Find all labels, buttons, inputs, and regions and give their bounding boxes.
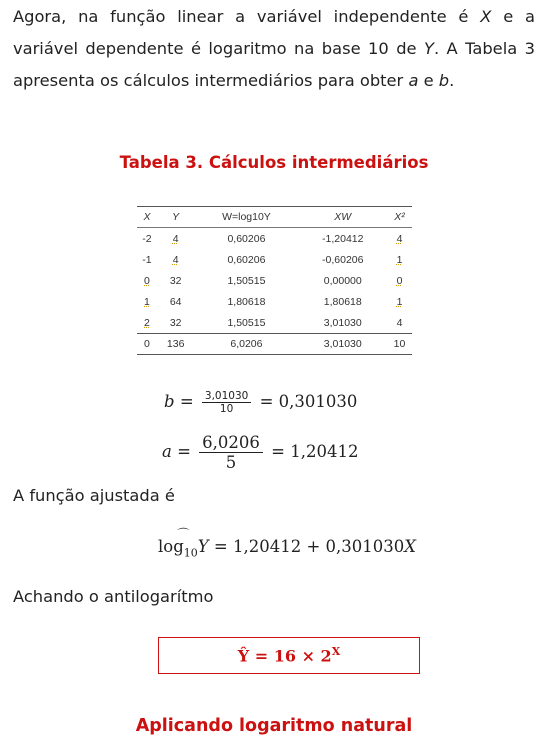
table-cell: 4 [172, 253, 179, 266]
fitted-label: A função ajustada é [13, 486, 175, 505]
section-title: Aplicando logaritmo natural [135, 716, 413, 736]
var-x: X [480, 7, 492, 26]
equation-b: b = $\frac{3,01030}{10}$ = 0,301030 [164, 390, 358, 415]
table-cell: 64 [169, 295, 182, 308]
table-cell: 3,01030 [299, 334, 388, 355]
intro-period: . [449, 71, 455, 90]
table-cell: 1,50515 [227, 274, 266, 287]
eq-a-lhs: a [162, 442, 172, 461]
header-xw: XW [299, 207, 388, 228]
eq-b-rhs: = 0,301030 [259, 392, 358, 411]
table-title: Tabela 3. Cálculos intermediários [119, 153, 429, 172]
table-cell: -0,60206 [322, 253, 364, 266]
header-x2: X² [387, 207, 412, 228]
fitted-equation: ⌒ $\log_{10}Y = 1,20412 + 0,301030X$ [158, 527, 417, 560]
eq-a-numerator: 6,0206 [199, 433, 263, 453]
var-y: Y [423, 39, 434, 58]
table-cell: 4 [396, 232, 403, 245]
table-cell: 32 [169, 316, 182, 329]
header-x: X [137, 207, 157, 228]
table-cell: 0 [144, 274, 150, 287]
intro-and: e [418, 71, 439, 90]
table-cell: -1,20412 [322, 232, 364, 245]
fitted-log: log [158, 537, 184, 556]
eq-a-rhs: = 1,20412 [271, 442, 359, 461]
header-w: W=log10Y [194, 207, 298, 228]
var-b: b [438, 71, 450, 90]
table-row [137, 228, 412, 250]
table-cell: 0,60206 [227, 232, 266, 245]
table-cell: 1,80618 [227, 295, 266, 308]
fitted-rhs: = 1,20412 + 0,301030 [208, 537, 405, 556]
table-cell: 136 [157, 334, 194, 355]
table-row [137, 312, 412, 334]
var-a: a [408, 71, 419, 90]
table-cell: 1 [396, 253, 403, 266]
table-cell: 32 [169, 274, 182, 287]
intro-text-2: e a variável dependente é logaritmo na base 10 de [13, 7, 535, 58]
eq-b-denominator: 10 [219, 403, 234, 415]
intro-text-1: Agora, na função linear a variável independente é [13, 7, 481, 26]
table-cell: 1 [144, 295, 150, 308]
table-row [137, 270, 412, 291]
result-equation: Ŷ = $16 \times 2^X$ [237, 645, 341, 666]
table-total-row [137, 334, 412, 355]
equation-a: a = $\frac{6,0206}{5}$ = 1,20412 [162, 433, 359, 472]
table-cell: 1 [396, 295, 403, 308]
fitted-log-term [158, 527, 209, 560]
eq-a-fraction [199, 433, 263, 472]
intro-paragraph [13, 1, 535, 97]
table-cell: -2 [142, 232, 152, 245]
table-row [137, 249, 412, 270]
antilog-label: Achando o antilogarítmo [13, 587, 214, 606]
table-cell: 6,0206 [194, 334, 298, 355]
fitted-log-base: 10 [183, 546, 198, 560]
table-cell: 2 [144, 316, 150, 329]
hat-accent: ⌒ [177, 527, 190, 541]
table-cell: -1 [142, 253, 152, 266]
calculations-table [137, 206, 412, 355]
table-cell: 0 [396, 274, 403, 287]
header-y: Y [157, 207, 194, 228]
table-cell: 0,60206 [227, 253, 266, 266]
table-cell: 4 [172, 232, 179, 245]
table-cell: 1,80618 [323, 295, 362, 308]
table-cell: 10 [387, 334, 412, 355]
table-cell: 3,01030 [323, 316, 362, 329]
fitted-y: Y [197, 537, 209, 556]
table-cell: 1,50515 [227, 316, 266, 329]
table-cell: 0,00000 [323, 274, 362, 287]
eq-b-fraction [202, 390, 251, 415]
eq-b-numerator: 3,01030 [202, 390, 251, 403]
table-header-row [137, 207, 412, 228]
result-exponent: X [331, 645, 341, 659]
eq-b-lhs: b [164, 392, 175, 411]
table-row [137, 291, 412, 312]
table-cell: 0 [137, 334, 157, 355]
result-box [158, 637, 420, 674]
eq-a-denominator: 5 [225, 453, 237, 472]
table-cell: 4 [396, 316, 403, 329]
intro-text-3: . A Tabela 3 apresenta os cálculos intermediários para obter [13, 39, 535, 90]
